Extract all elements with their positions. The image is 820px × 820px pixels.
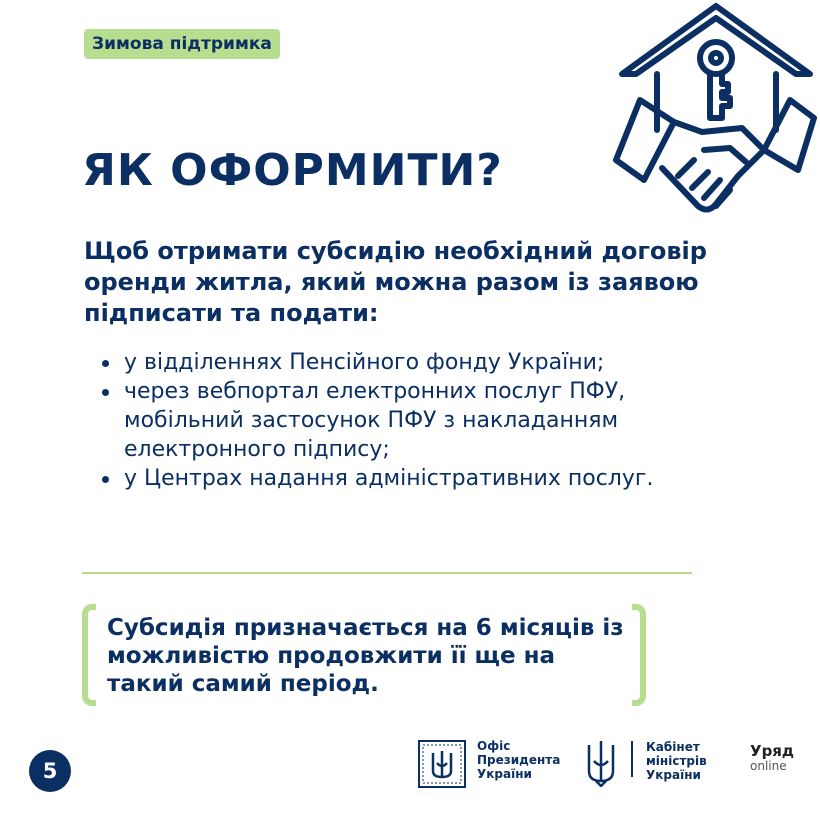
list-item: у Центрах надання адміністративних послуг. [100, 464, 700, 493]
lead-text: Щоб отримати субсидію необхідний договір оренди житла, який можна разом із заявою підписати та подати: [84, 237, 707, 327]
category-tag: Зимова підтримка [84, 29, 280, 59]
note-text: Субсидія призначається на 6 місяців із можливістю продовжити її ще на такий самий період. [107, 615, 624, 697]
office-president-label: Офіс Президента України [477, 739, 561, 781]
bullet-icon [102, 389, 109, 396]
trident-icon [586, 737, 616, 787]
list-item: через вебпортал електронних послуг ПФУ, мобільний застосунок ПФУ з накладанням електронного підпису; [100, 377, 700, 464]
page-title: ЯК ОФОРМИТИ? [82, 145, 503, 196]
divider [82, 572, 692, 574]
house-key-handshake-icon [612, 0, 817, 235]
bullet-icon [102, 360, 109, 367]
uryad-online-logo: Уряд online [750, 742, 795, 773]
left-bracket [82, 604, 96, 706]
trident-icon [433, 751, 451, 777]
submission-options-list [100, 348, 700, 493]
cabinet-ministers-label: Кабінет міністрів України [646, 740, 707, 782]
office-president-logo [417, 739, 467, 789]
page-number-badge: 5 [29, 750, 71, 792]
list-item: у відділеннях Пенсійного фонду України; [100, 348, 700, 377]
right-bracket [632, 604, 646, 706]
logo-separator [631, 741, 633, 777]
bullet-icon [102, 476, 109, 483]
